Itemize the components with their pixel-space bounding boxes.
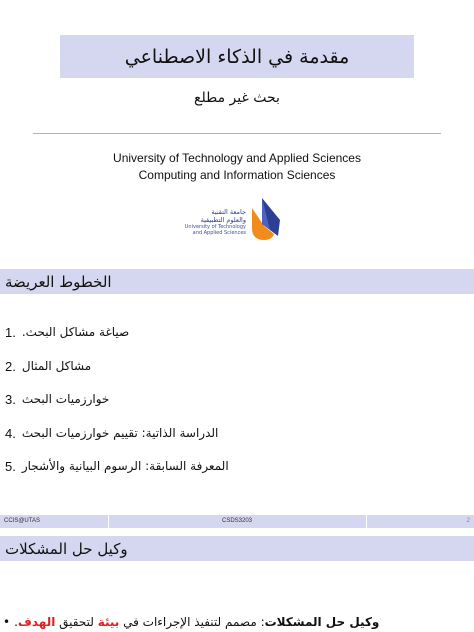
- footer-divider: [366, 515, 367, 528]
- college-name: Computing and Information Sciences: [138, 168, 336, 182]
- bullet-item: [3, 613, 393, 631]
- page-number: 2: [466, 518, 470, 524]
- presentation-title: [60, 35, 414, 78]
- footer-course: CSDS3203: [222, 518, 253, 524]
- title-text: مقدمة في الذكاء الاصطناعي: [124, 45, 350, 68]
- bullet-text: وكيل حل المشكلات: مصمم لتنفيذ الإجراءات في بيئة لتحقيق الهدف.: [14, 615, 380, 629]
- list-item: 1. صياغة مشاكل البحث.: [5, 324, 130, 340]
- list-item: 2. مشاكل المثال: [5, 358, 92, 374]
- university-name: University of Technology and Applied Sciences: [113, 151, 361, 165]
- logo-mark-icon: [250, 196, 282, 244]
- outline-heading: الخطوط العريضة: [5, 272, 112, 291]
- slide-footer: [0, 515, 474, 528]
- presentation-subtitle: بحث غير مطلع: [194, 90, 280, 106]
- logo-text: جامعة التقنية والعلوم التطبيقية University of Technology and Applied Sciences: [184, 208, 246, 236]
- section-header: [0, 536, 474, 561]
- outline-header: [0, 269, 474, 294]
- section-heading: وكيل حل المشكلات: [5, 539, 128, 558]
- footer-left: CCIS@UTAS: [4, 518, 40, 524]
- list-item: 5. المعرفة السابقة: الرسوم البيانية والأشجار: [5, 458, 229, 474]
- divider: [33, 133, 441, 134]
- list-item: 3. خوارزميات البحث: [5, 391, 110, 407]
- bullet-icon: •: [3, 615, 11, 629]
- university-logo: [180, 196, 285, 244]
- footer-divider: [108, 515, 109, 528]
- list-item: 4. الدراسة الذاتية: تقييم خوارزميات البحث: [5, 425, 219, 441]
